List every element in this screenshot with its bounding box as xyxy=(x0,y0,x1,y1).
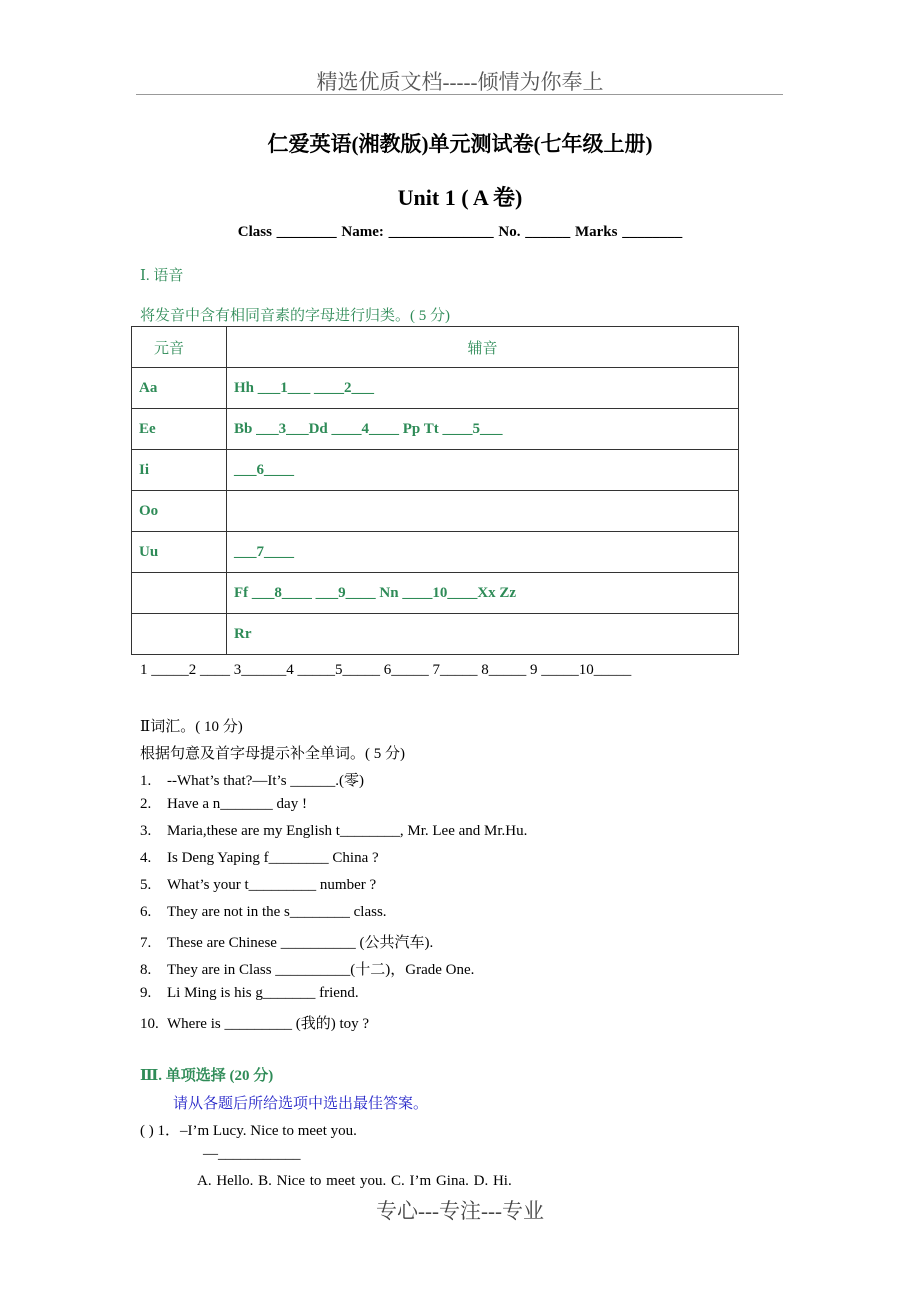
table-row xyxy=(132,573,739,614)
vocab-question xyxy=(140,904,387,921)
vocab-question xyxy=(140,823,527,840)
vocab-question xyxy=(140,1012,369,1033)
vowel-cell: Ii xyxy=(132,450,227,491)
table-header-row xyxy=(132,327,739,368)
question-text: Maria,these are my English t________, Mr. Lee and Mr.Hu. xyxy=(167,823,528,839)
vowel-cell xyxy=(132,614,227,655)
section1-title: Ⅰ. 语音 xyxy=(140,268,184,284)
question-text: --What’s that?—It’s ______.(零) xyxy=(167,773,365,789)
question-number: 7. xyxy=(140,935,152,951)
answer-line: 1 _____2 ____ 3______4 _____5_____ 6_____ 7_____ 8_____ 9 _____10_____ xyxy=(140,662,632,678)
question-number: 5. xyxy=(140,877,152,893)
consonant-cell xyxy=(227,491,739,532)
section2-instruction: 根据句意及首字母提示补全单词。( 5 分) xyxy=(140,746,405,762)
question-number: 3. xyxy=(140,823,152,839)
question-text: They are in Class __________(十二)，Grade One. xyxy=(167,962,475,978)
question-text: Have a n_______ day ! xyxy=(167,796,307,812)
page-footer: 专心---专注---专业 xyxy=(376,1199,544,1223)
consonant-cell: Ff ___8____ ___9____ Nn ____10____Xx Zz xyxy=(227,573,739,614)
vowel-cell: Uu xyxy=(132,532,227,573)
question-text: They are not in the s________ class. xyxy=(167,904,387,920)
consonant-cell: Rr xyxy=(227,614,739,655)
question-text: Is Deng Yaping f________ China ? xyxy=(167,850,379,866)
consonant-cell: Hh ___1___ ____2___ xyxy=(227,368,739,409)
question-text: Li Ming is his g_______ friend. xyxy=(167,985,359,1001)
question-number: 10. xyxy=(140,1016,159,1032)
header-consonant: 辅音 xyxy=(227,327,739,368)
question-text: Where is _________ (我的) toy ? xyxy=(167,1016,370,1032)
consonant-cell: ___7____ xyxy=(227,532,739,573)
question-text: What’s your t_________ number ? xyxy=(167,877,377,893)
section1-instruction: 将发音中含有相同音素的字母进行归类。( 5 分) xyxy=(140,308,450,324)
student-info-line: Class ________ Name: ______________ No. ______ Marks ________ xyxy=(237,224,683,240)
vocab-question xyxy=(140,931,433,952)
unit-title: Unit 1 ( A 卷) xyxy=(397,185,523,210)
header-vowel: 元音 xyxy=(132,327,227,368)
page-header: 精选优质文档-----倾情为你奉上 xyxy=(316,70,604,94)
vowel-cell: Aa xyxy=(132,368,227,409)
mc-answer-blank: —___________ xyxy=(203,1146,301,1162)
vocab-question xyxy=(140,796,307,813)
question-number: 2. xyxy=(140,796,152,812)
vocab-question xyxy=(140,985,359,1002)
vocab-question xyxy=(140,958,474,979)
vocab-question xyxy=(140,769,364,790)
header-divider xyxy=(136,94,783,95)
question-number: 1. xyxy=(140,773,152,789)
table-row xyxy=(132,450,739,491)
table-row xyxy=(132,532,739,573)
question-text: These are Chinese __________ (公共汽车). xyxy=(167,935,434,951)
section3-instruction: 请从各题后所给选项中选出最佳答案。 xyxy=(173,1096,429,1112)
table-row xyxy=(132,368,739,409)
document-title: 仁爱英语(湘教版)单元测试卷(七年级上册) xyxy=(267,132,653,156)
table-row xyxy=(132,491,739,532)
vowel-cell: Ee xyxy=(132,409,227,450)
phonetics-table xyxy=(131,326,739,655)
vowel-cell: Oo xyxy=(132,491,227,532)
question-number: 4. xyxy=(140,850,152,866)
question-number: 9. xyxy=(140,985,152,1001)
question-number: 6. xyxy=(140,904,152,920)
mc-options: A. Hello. B. Nice to meet you. C. I’m Gina. D. Hi. xyxy=(197,1173,512,1189)
vocab-question xyxy=(140,850,379,867)
section2-title: Ⅱ词汇。( 10 分) xyxy=(140,719,243,735)
vocab-question xyxy=(140,877,376,894)
vowel-cell xyxy=(132,573,227,614)
mc-question-prompt: ( ) 1．–I’m Lucy. Nice to meet you. xyxy=(140,1123,357,1139)
section3-title: Ⅲ. 单项选择 (20 分) xyxy=(140,1068,274,1084)
consonant-cell: ___6____ xyxy=(227,450,739,491)
question-number: 8. xyxy=(140,962,152,978)
table-row xyxy=(132,614,739,655)
consonant-cell: Bb ___3___Dd ____4____ Pp Tt ____5___ xyxy=(227,409,739,450)
table-row xyxy=(132,409,739,450)
